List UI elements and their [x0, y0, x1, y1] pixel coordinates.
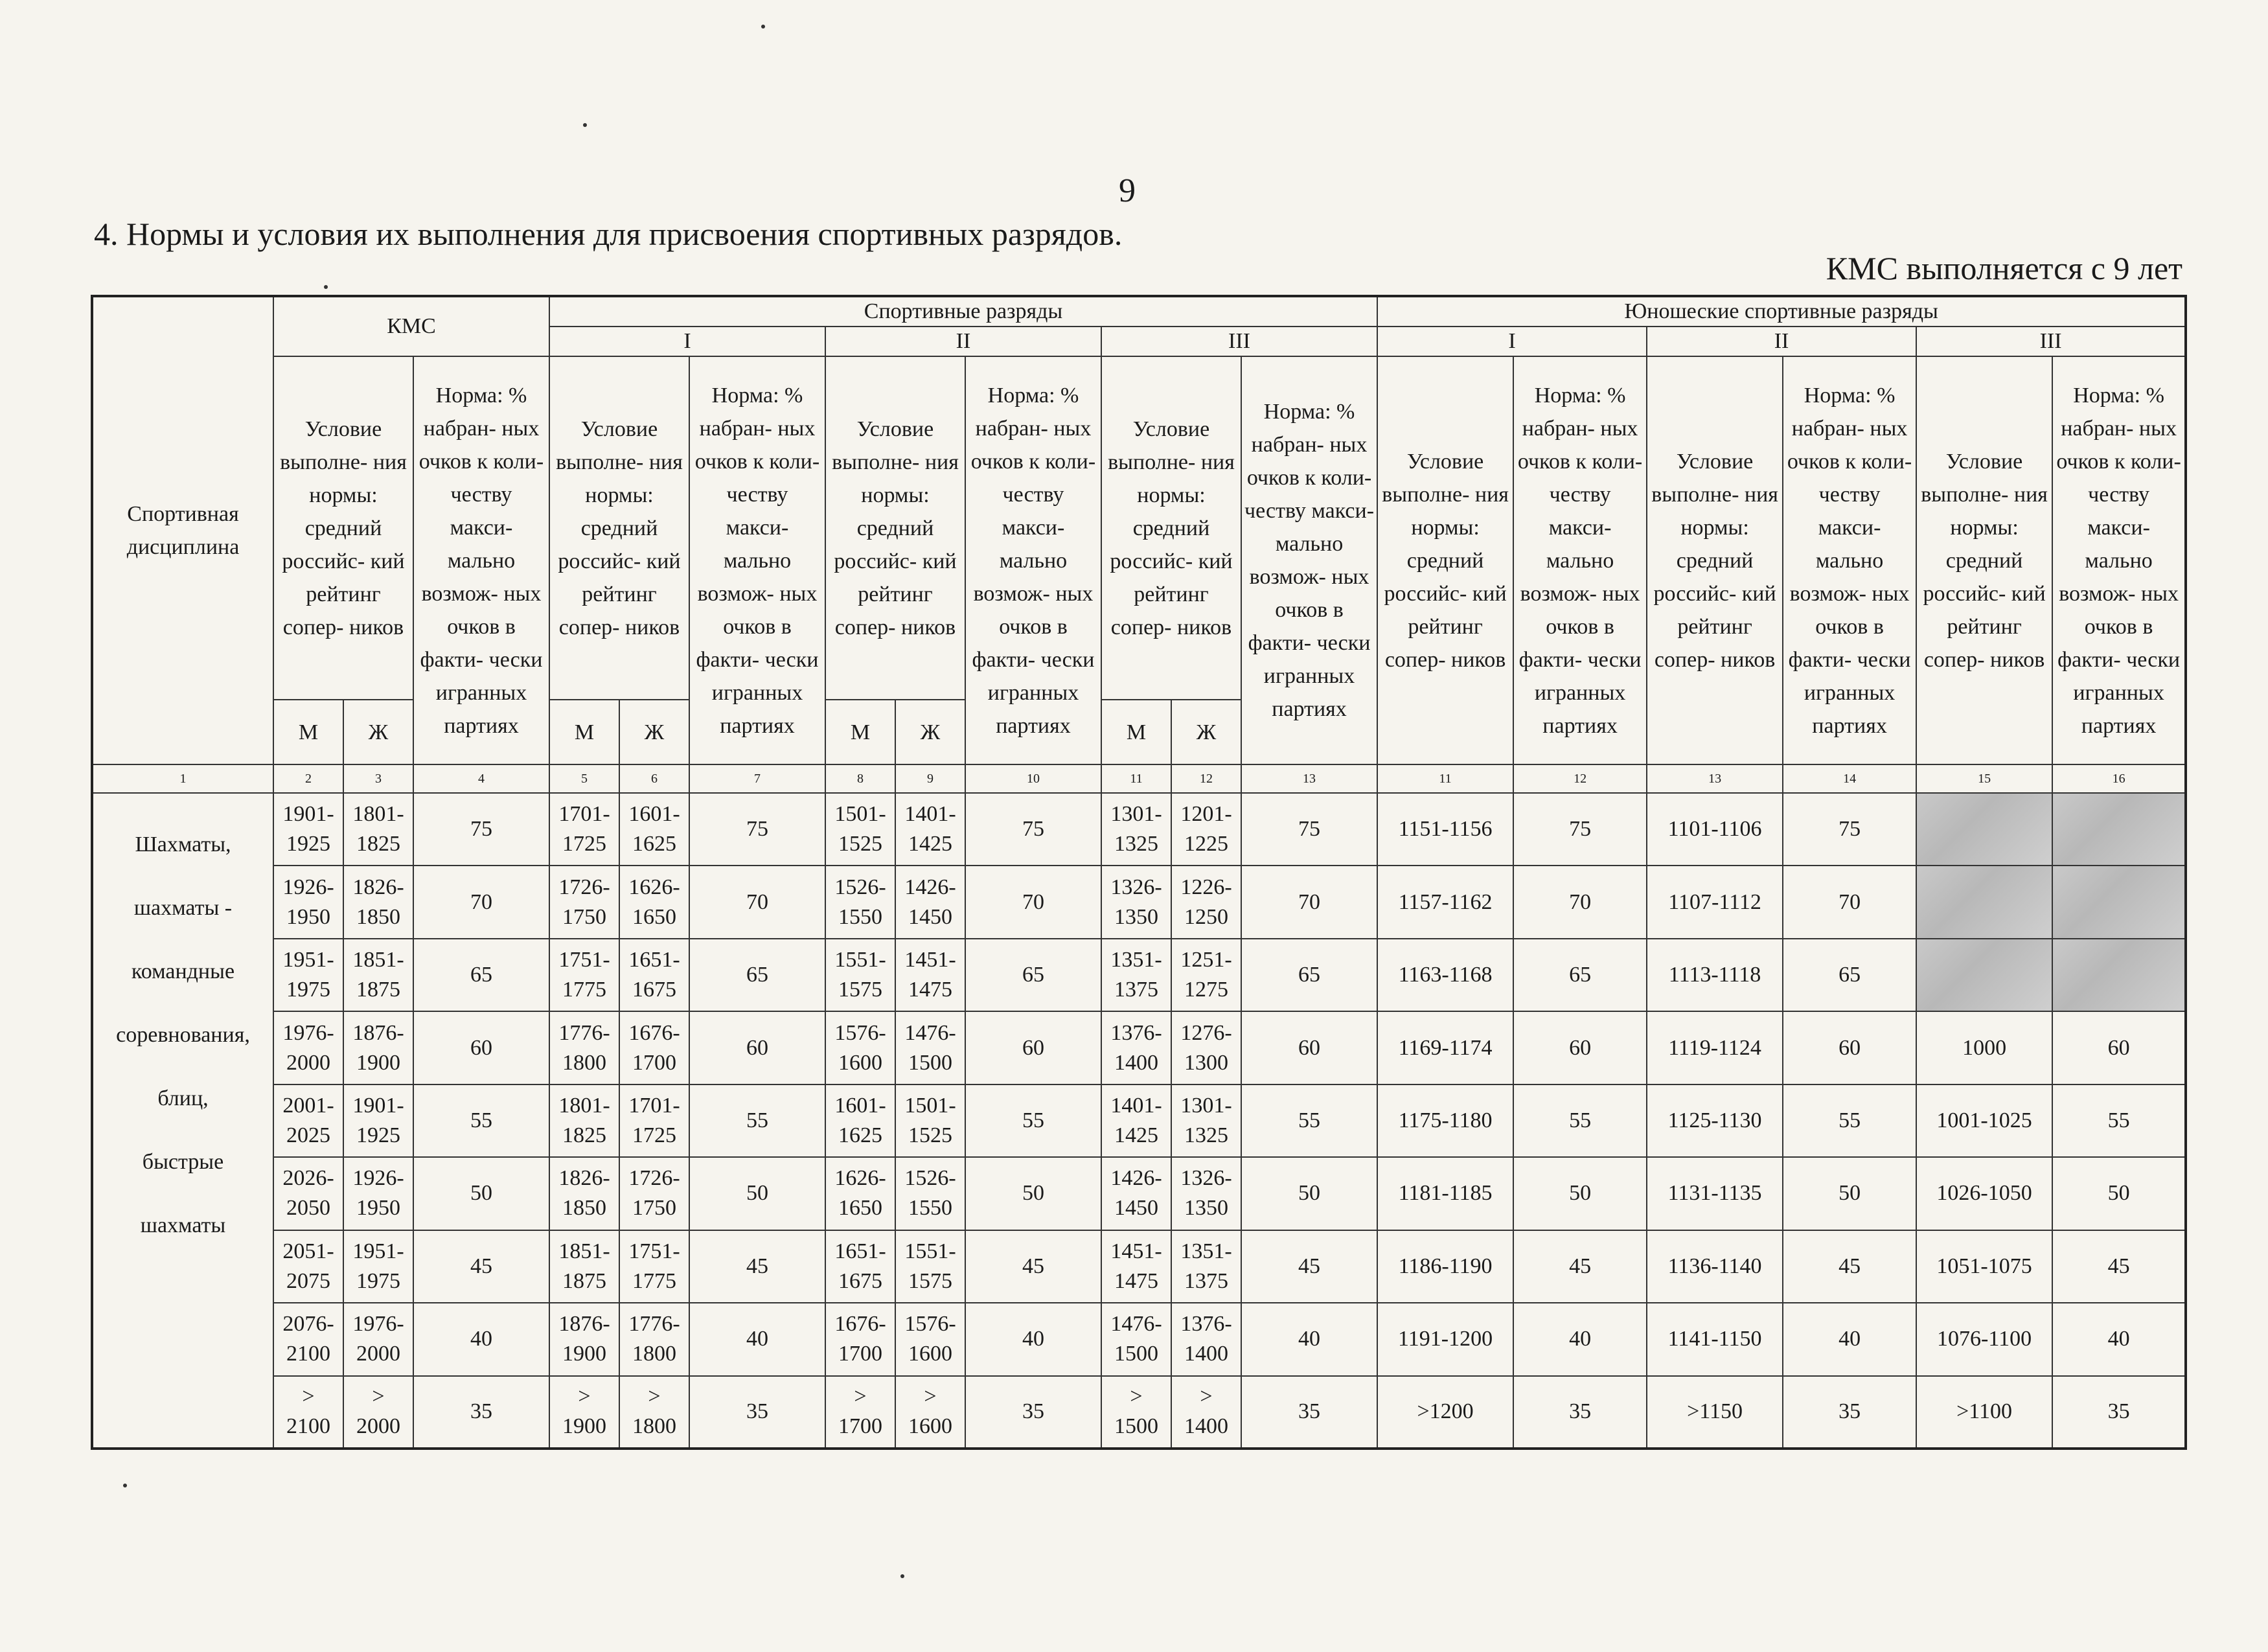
header-women: Ж [895, 700, 965, 764]
youth1-rating-cell: 1169-1174 [1377, 1011, 1513, 1084]
youth2-norm-cell: 70 [1783, 866, 1916, 938]
rank1-norm-cell: 35 [689, 1376, 825, 1449]
rank1-norm-cell: 40 [689, 1303, 825, 1375]
rank1-norm-cell: 70 [689, 866, 825, 938]
youth2-norm-cell: 65 [1783, 939, 1916, 1011]
rank3-women-rating-cell: 1201- 1225 [1171, 793, 1241, 866]
kms-women-rating-cell: 1976- 2000 [343, 1303, 413, 1375]
table-row [92, 1376, 2186, 1449]
youth1-rating-cell: 1175-1180 [1377, 1084, 1513, 1157]
youth3-norm-cell: 55 [2052, 1084, 2186, 1157]
table-row [92, 793, 2186, 866]
header-rank-3: III [1101, 327, 1377, 356]
youth3-norm-cell: 40 [2052, 1303, 2186, 1375]
youth3-rating-cell: 1051-1075 [1916, 1230, 2052, 1303]
rank1-norm-cell: 50 [689, 1157, 825, 1230]
column-number: 13 [1647, 764, 1783, 793]
table-row [92, 1303, 2186, 1375]
kms-men-rating-cell: 2076- 2100 [273, 1303, 343, 1375]
column-number: 2 [273, 764, 343, 793]
rank1-women-rating-cell: 1726- 1750 [619, 1157, 689, 1230]
header-norm: Норма: % набран- ных очков к коли- честву макси- мально возмож- ных очков в факти- чески игранных партиях [2052, 356, 2186, 764]
kms-norm-cell: 55 [413, 1084, 549, 1157]
kms-norm-cell: 45 [413, 1230, 549, 1303]
rank1-men-rating-cell: 1876- 1900 [549, 1303, 619, 1375]
rank3-men-rating-cell: > 1500 [1101, 1376, 1171, 1449]
rank2-women-rating-cell: > 1600 [895, 1376, 965, 1449]
header-youth-ranks: Юношеские спортивные разряды [1377, 296, 2186, 327]
youth1-rating-cell: 1163-1168 [1377, 939, 1513, 1011]
youth2-norm-cell: 60 [1783, 1011, 1916, 1084]
rank3-norm-cell: 50 [1241, 1157, 1377, 1230]
header-condition: Условие выполне- ния нормы: средний российс- кий рейтинг сопер- ников [825, 356, 965, 700]
youth2-norm-cell: 75 [1783, 793, 1916, 866]
rank1-women-rating-cell: 1626- 1650 [619, 866, 689, 938]
kms-men-rating-cell: 2001- 2025 [273, 1084, 343, 1157]
rank3-norm-cell: 60 [1241, 1011, 1377, 1084]
youth1-norm-cell: 40 [1513, 1303, 1647, 1375]
column-number-row [92, 764, 2186, 793]
youth2-norm-cell: 45 [1783, 1230, 1916, 1303]
youth2-rating-cell: 1113-1118 [1647, 939, 1783, 1011]
youth2-norm-cell: 55 [1783, 1084, 1916, 1157]
column-number: 12 [1171, 764, 1241, 793]
shaded-empty-cell [1916, 939, 2052, 1011]
rank2-men-rating-cell: 1601- 1625 [825, 1084, 895, 1157]
rank2-norm-cell: 70 [965, 866, 1101, 938]
youth2-rating-cell: 1107-1112 [1647, 866, 1783, 938]
rank2-women-rating-cell: 1501- 1525 [895, 1084, 965, 1157]
rank3-norm-cell: 65 [1241, 939, 1377, 1011]
header-women: Ж [619, 700, 689, 764]
kms-men-rating-cell: 1926- 1950 [273, 866, 343, 938]
youth3-rating-cell: 1000 [1916, 1011, 2052, 1084]
table-header [92, 296, 2186, 793]
header-condition: Условие выполне- ния нормы: средний российс- кий рейтинг сопер- ников [273, 356, 413, 700]
page-number: 9 [1119, 172, 1136, 209]
youth2-rating-cell: 1131-1135 [1647, 1157, 1783, 1230]
header-discipline: Спортивная дисциплина [92, 296, 273, 764]
rank1-women-rating-cell: 1676- 1700 [619, 1011, 689, 1084]
youth1-rating-cell: 1186-1190 [1377, 1230, 1513, 1303]
column-number: 6 [619, 764, 689, 793]
column-number: 10 [965, 764, 1101, 793]
youth1-rating-cell: 1181-1185 [1377, 1157, 1513, 1230]
kms-men-rating-cell: > 2100 [273, 1376, 343, 1449]
header-norm: Норма: % набран- ных очков к коли- честву макси- мально возмож- ных очков в факти- чески игранных партиях [1513, 356, 1647, 764]
header-norm: Норма: % набран- ных очков к коли- честву макси- мально возмож- ных очков в факти- чески игранных партиях [413, 356, 549, 764]
rank1-norm-cell: 65 [689, 939, 825, 1011]
rank3-norm-cell: 45 [1241, 1230, 1377, 1303]
rank2-norm-cell: 75 [965, 793, 1101, 866]
header-men: М [273, 700, 343, 764]
rank2-men-rating-cell: 1501- 1525 [825, 793, 895, 866]
column-number: 15 [1916, 764, 2052, 793]
rank2-women-rating-cell: 1551- 1575 [895, 1230, 965, 1303]
header-youth-rank-3: III [1916, 327, 2186, 356]
rank2-men-rating-cell: 1626- 1650 [825, 1157, 895, 1230]
header-norm: Норма: % набран- ных очков к коли- честву макси- мально возмож- ных очков в факти- чески игранных партиях [689, 356, 825, 764]
table-row [92, 866, 2186, 938]
kms-norm-cell: 70 [413, 866, 549, 938]
youth2-norm-cell: 35 [1783, 1376, 1916, 1449]
rank3-norm-cell: 70 [1241, 866, 1377, 938]
kms-men-rating-cell: 1976- 2000 [273, 1011, 343, 1084]
column-number: 11 [1377, 764, 1513, 793]
rank3-women-rating-cell: 1351- 1375 [1171, 1230, 1241, 1303]
section-title: 4. Нормы и условия их выполнения для присвоения спортивных разрядов. [94, 216, 1123, 252]
header-condition: Условие выполне- ния нормы: средний российс- кий рейтинг сопер- ников [1916, 356, 2052, 764]
shaded-empty-cell [2052, 939, 2186, 1011]
youth3-norm-cell: 35 [2052, 1376, 2186, 1449]
rank2-men-rating-cell: 1676- 1700 [825, 1303, 895, 1375]
header-condition: Условие выполне- ния нормы: средний российс- кий рейтинг сопер- ников [1377, 356, 1513, 764]
scan-speck [583, 123, 587, 127]
shaded-empty-cell [2052, 866, 2186, 938]
table-row [92, 1011, 2186, 1084]
kms-norm-cell: 50 [413, 1157, 549, 1230]
kms-women-rating-cell: > 2000 [343, 1376, 413, 1449]
rank2-women-rating-cell: 1401- 1425 [895, 793, 965, 866]
rank2-norm-cell: 40 [965, 1303, 1101, 1375]
youth2-rating-cell: 1119-1124 [1647, 1011, 1783, 1084]
kms-men-rating-cell: 2026- 2050 [273, 1157, 343, 1230]
rank2-norm-cell: 50 [965, 1157, 1101, 1230]
rank1-norm-cell: 55 [689, 1084, 825, 1157]
rank3-men-rating-cell: 1451- 1475 [1101, 1230, 1171, 1303]
youth1-rating-cell: 1191-1200 [1377, 1303, 1513, 1375]
header-men: М [825, 700, 895, 764]
kms-men-rating-cell: 2051- 2075 [273, 1230, 343, 1303]
rank1-women-rating-cell: 1751- 1775 [619, 1230, 689, 1303]
youth1-norm-cell: 75 [1513, 793, 1647, 866]
rank2-men-rating-cell: > 1700 [825, 1376, 895, 1449]
column-number: 3 [343, 764, 413, 793]
rank3-norm-cell: 55 [1241, 1084, 1377, 1157]
rank3-norm-cell: 40 [1241, 1303, 1377, 1375]
column-number: 7 [689, 764, 825, 793]
youth2-norm-cell: 40 [1783, 1303, 1916, 1375]
rank3-women-rating-cell: 1301- 1325 [1171, 1084, 1241, 1157]
kms-women-rating-cell: 1901- 1925 [343, 1084, 413, 1157]
rank2-women-rating-cell: 1451- 1475 [895, 939, 965, 1011]
norms-table [91, 295, 2187, 1450]
scan-speck [324, 285, 328, 289]
youth2-rating-cell: 1136-1140 [1647, 1230, 1783, 1303]
kms-norm-cell: 40 [413, 1303, 549, 1375]
rank1-women-rating-cell: 1651- 1675 [619, 939, 689, 1011]
youth1-norm-cell: 60 [1513, 1011, 1647, 1084]
youth1-rating-cell: >1200 [1377, 1376, 1513, 1449]
rank1-men-rating-cell: 1726- 1750 [549, 866, 619, 938]
kms-women-rating-cell: 1851- 1875 [343, 939, 413, 1011]
table-row [92, 1230, 2186, 1303]
youth3-norm-cell: 60 [2052, 1011, 2186, 1084]
kms-norm-cell: 35 [413, 1376, 549, 1449]
rank1-men-rating-cell: 1801- 1825 [549, 1084, 619, 1157]
column-number: 14 [1783, 764, 1916, 793]
rank1-norm-cell: 75 [689, 793, 825, 866]
table-row [92, 1084, 2186, 1157]
youth3-rating-cell: 1026-1050 [1916, 1157, 2052, 1230]
rank2-men-rating-cell: 1526- 1550 [825, 866, 895, 938]
rank2-men-rating-cell: 1651- 1675 [825, 1230, 895, 1303]
rank2-men-rating-cell: 1576- 1600 [825, 1011, 895, 1084]
table-row [92, 1157, 2186, 1230]
rank3-women-rating-cell: 1226- 1250 [1171, 866, 1241, 938]
youth3-rating-cell: 1076-1100 [1916, 1303, 2052, 1375]
rank2-norm-cell: 45 [965, 1230, 1101, 1303]
rank3-men-rating-cell: 1401- 1425 [1101, 1084, 1171, 1157]
rank2-men-rating-cell: 1551- 1575 [825, 939, 895, 1011]
header-rank-2: II [825, 327, 1101, 356]
youth1-norm-cell: 45 [1513, 1230, 1647, 1303]
youth1-rating-cell: 1151-1156 [1377, 793, 1513, 866]
shaded-empty-cell [2052, 793, 2186, 866]
table-body [92, 793, 2186, 1449]
rank3-men-rating-cell: 1301- 1325 [1101, 793, 1171, 866]
youth1-norm-cell: 70 [1513, 866, 1647, 938]
rank1-men-rating-cell: 1751- 1775 [549, 939, 619, 1011]
rank2-norm-cell: 60 [965, 1011, 1101, 1084]
rank3-women-rating-cell: 1376- 1400 [1171, 1303, 1241, 1375]
kms-men-rating-cell: 1901- 1925 [273, 793, 343, 866]
scan-speck [900, 1574, 904, 1578]
youth3-rating-cell: 1001-1025 [1916, 1084, 2052, 1157]
youth1-norm-cell: 35 [1513, 1376, 1647, 1449]
column-number: 11 [1101, 764, 1171, 793]
rank1-women-rating-cell: 1776- 1800 [619, 1303, 689, 1375]
header-norm: Норма: % набран- ных очков к коли- честву макси- мально возмож- ных очков в факти- чески игранных партиях [1783, 356, 1916, 764]
kms-women-rating-cell: 1876- 1900 [343, 1011, 413, 1084]
youth1-norm-cell: 50 [1513, 1157, 1647, 1230]
rank2-women-rating-cell: 1476- 1500 [895, 1011, 965, 1084]
youth3-norm-cell: 50 [2052, 1157, 2186, 1230]
youth2-rating-cell: 1101-1106 [1647, 793, 1783, 866]
rank1-women-rating-cell: > 1800 [619, 1376, 689, 1449]
youth2-rating-cell: 1141-1150 [1647, 1303, 1783, 1375]
rank3-men-rating-cell: 1351- 1375 [1101, 939, 1171, 1011]
rank2-norm-cell: 35 [965, 1376, 1101, 1449]
shaded-empty-cell [1916, 866, 2052, 938]
header-norm: Норма: % набран- ных очков к коли- честву макси- мально возмож- ных очков в факти- чески игранных партиях [965, 356, 1101, 764]
rank1-men-rating-cell: 1776- 1800 [549, 1011, 619, 1084]
rank1-men-rating-cell: 1826- 1850 [549, 1157, 619, 1230]
rank1-men-rating-cell: 1851- 1875 [549, 1230, 619, 1303]
youth1-norm-cell: 55 [1513, 1084, 1647, 1157]
header-women: Ж [343, 700, 413, 764]
rank3-women-rating-cell: 1251- 1275 [1171, 939, 1241, 1011]
youth3-norm-cell: 45 [2052, 1230, 2186, 1303]
column-number: 8 [825, 764, 895, 793]
column-number: 16 [2052, 764, 2186, 793]
rank2-women-rating-cell: 1576- 1600 [895, 1303, 965, 1375]
youth2-rating-cell: 1125-1130 [1647, 1084, 1783, 1157]
youth1-rating-cell: 1157-1162 [1377, 866, 1513, 938]
rank1-women-rating-cell: 1701- 1725 [619, 1084, 689, 1157]
column-number: 5 [549, 764, 619, 793]
rank3-men-rating-cell: 1476- 1500 [1101, 1303, 1171, 1375]
shaded-empty-cell [1916, 793, 2052, 866]
youth3-rating-cell: >1100 [1916, 1376, 2052, 1449]
kms-women-rating-cell: 1801- 1825 [343, 793, 413, 866]
rank3-women-rating-cell: > 1400 [1171, 1376, 1241, 1449]
column-number: 1 [92, 764, 273, 793]
column-number: 4 [413, 764, 549, 793]
rank3-norm-cell: 75 [1241, 793, 1377, 866]
rank2-norm-cell: 55 [965, 1084, 1101, 1157]
header-condition: Условие выполне- ния нормы: средний российс- кий рейтинг сопер- ников [1647, 356, 1783, 764]
header-men: М [549, 700, 619, 764]
header-youth-rank-2: II [1647, 327, 1916, 356]
rank3-norm-cell: 35 [1241, 1376, 1377, 1449]
rank3-women-rating-cell: 1326- 1350 [1171, 1157, 1241, 1230]
kms-men-rating-cell: 1951- 1975 [273, 939, 343, 1011]
header-sport-ranks: Спортивные разряды [549, 296, 1377, 327]
youth2-norm-cell: 50 [1783, 1157, 1916, 1230]
kms-women-rating-cell: 1826- 1850 [343, 866, 413, 938]
column-number: 9 [895, 764, 965, 793]
header-kms: КМС [273, 296, 549, 356]
table-row [92, 939, 2186, 1011]
kms-norm-cell: 65 [413, 939, 549, 1011]
rank1-norm-cell: 60 [689, 1011, 825, 1084]
rank2-women-rating-cell: 1426- 1450 [895, 866, 965, 938]
rank3-men-rating-cell: 1326- 1350 [1101, 866, 1171, 938]
youth2-rating-cell: >1150 [1647, 1376, 1783, 1449]
header-men: М [1101, 700, 1171, 764]
rank1-women-rating-cell: 1601- 1625 [619, 793, 689, 866]
rank1-men-rating-cell: 1701- 1725 [549, 793, 619, 866]
age-note: КМС выполняется с 9 лет [1826, 250, 2182, 286]
discipline-cell: Шахматы, шахматы - командные соревнования, блиц, быстрые шахматы [92, 793, 273, 1449]
rank3-men-rating-cell: 1376- 1400 [1101, 1011, 1171, 1084]
rank3-men-rating-cell: 1426- 1450 [1101, 1157, 1171, 1230]
column-number: 13 [1241, 764, 1377, 793]
kms-norm-cell: 75 [413, 793, 549, 866]
header-norm: Норма: % набран- ных очков к коли- честву макси- мально возмож- ных очков в факти- чески игранных партиях [1241, 356, 1377, 764]
header-condition: Условие выполне- ния нормы: средний российс- кий рейтинг сопер- ников [549, 356, 689, 700]
rank2-norm-cell: 65 [965, 939, 1101, 1011]
scan-speck [123, 1484, 127, 1487]
column-number: 12 [1513, 764, 1647, 793]
kms-norm-cell: 60 [413, 1011, 549, 1084]
youth1-norm-cell: 65 [1513, 939, 1647, 1011]
kms-women-rating-cell: 1926- 1950 [343, 1157, 413, 1230]
rank3-women-rating-cell: 1276- 1300 [1171, 1011, 1241, 1084]
rank1-men-rating-cell: > 1900 [549, 1376, 619, 1449]
scan-speck [761, 25, 765, 29]
rank1-norm-cell: 45 [689, 1230, 825, 1303]
rank2-women-rating-cell: 1526- 1550 [895, 1157, 965, 1230]
header-women: Ж [1171, 700, 1241, 764]
kms-women-rating-cell: 1951- 1975 [343, 1230, 413, 1303]
header-rank-1: I [549, 327, 825, 356]
header-youth-rank-1: I [1377, 327, 1647, 356]
header-condition: Условие выполне- ния нормы: средний российс- кий рейтинг сопер- ников [1101, 356, 1241, 700]
